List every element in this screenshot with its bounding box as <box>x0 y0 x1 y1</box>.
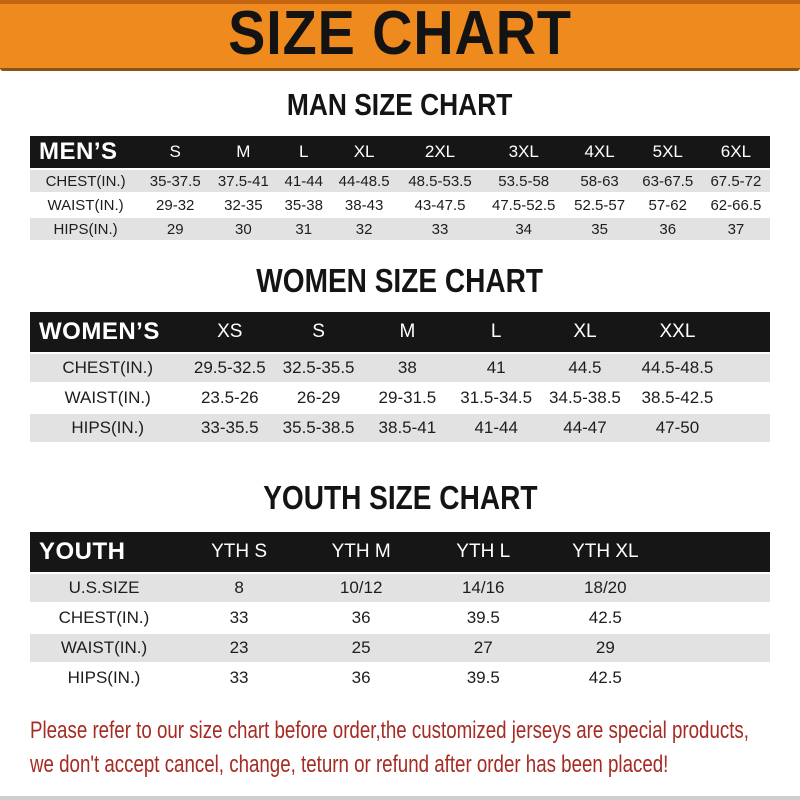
size-value-cell: 8 <box>178 573 300 603</box>
notice-text: Please refer to our size chart before order,the customized jerseys are special products, <box>30 716 750 744</box>
size-value-cell: 37 <box>702 217 770 241</box>
filler-cell <box>666 663 770 693</box>
table-header-label: WOMEN’S <box>30 312 185 353</box>
filler-header-cell <box>726 312 770 353</box>
table-header-label: YOUTH <box>30 532 178 573</box>
row-label: HIPS(IN.) <box>30 217 141 241</box>
size-value-cell: 44.5 <box>541 353 630 383</box>
row-label: HIPS(IN.) <box>30 663 178 693</box>
youth-size-chart-section <box>0 480 800 693</box>
size-value-cell: 32-35 <box>209 193 277 217</box>
row-label: CHEST(IN.) <box>30 353 185 383</box>
table-row <box>30 633 770 663</box>
filler-cell <box>666 633 770 663</box>
size-value-cell: 38 <box>363 353 452 383</box>
size-value-cell: 29-31.5 <box>363 383 452 413</box>
size-value-cell: 31 <box>277 217 330 241</box>
size-value-cell: 33-35.5 <box>185 413 274 443</box>
size-value-cell: 62-66.5 <box>702 193 770 217</box>
size-value-cell: 42.5 <box>544 603 666 633</box>
size-value-cell: 48.5-53.5 <box>398 169 482 193</box>
size-value-cell: 29 <box>544 633 666 663</box>
column-header: S <box>141 136 209 169</box>
order-notice <box>30 715 800 783</box>
row-label: HIPS(IN.) <box>30 413 185 443</box>
table-header-label: MEN’S <box>30 136 141 169</box>
size-value-cell: 35-37.5 <box>141 169 209 193</box>
filler-cell <box>726 353 770 383</box>
women-size-chart-section <box>0 263 800 444</box>
size-value-cell: 44.5-48.5 <box>629 353 725 383</box>
size-value-cell: 36 <box>634 217 702 241</box>
size-value-cell: 29.5-32.5 <box>185 353 274 383</box>
column-header: M <box>209 136 277 169</box>
size-value-cell: 63-67.5 <box>634 169 702 193</box>
size-value-cell: 33 <box>178 663 300 693</box>
size-value-cell: 23.5-26 <box>185 383 274 413</box>
heading-text: WOMEN SIZE CHART <box>256 262 544 300</box>
size-value-cell: 38.5-42.5 <box>629 383 725 413</box>
column-header: YTH S <box>178 532 300 573</box>
size-value-cell: 25 <box>300 633 422 663</box>
men-size-table <box>30 136 770 242</box>
size-value-cell: 33 <box>398 217 482 241</box>
size-value-cell: 44-48.5 <box>330 169 398 193</box>
row-label: CHEST(IN.) <box>30 169 141 193</box>
column-header: L <box>452 312 541 353</box>
size-value-cell: 34.5-38.5 <box>541 383 630 413</box>
size-value-cell: 29 <box>141 217 209 241</box>
filler-cell <box>666 573 770 603</box>
column-header: XL <box>330 136 398 169</box>
column-header: YTH L <box>422 532 544 573</box>
size-value-cell: 31.5-34.5 <box>452 383 541 413</box>
size-value-cell: 35 <box>566 217 634 241</box>
row-label: U.S.SIZE <box>30 573 178 603</box>
size-value-cell: 33 <box>178 603 300 633</box>
size-value-cell: 39.5 <box>422 603 544 633</box>
man-size-chart-heading <box>0 88 800 122</box>
youth-size-chart-heading <box>0 480 800 516</box>
filler-cell <box>666 603 770 633</box>
size-value-cell: 32 <box>330 217 398 241</box>
size-value-cell: 41-44 <box>277 169 330 193</box>
heading-text: MAN SIZE CHART <box>287 87 513 122</box>
bottom-edge-strip <box>0 796 800 800</box>
size-value-cell: 44-47 <box>541 413 630 443</box>
filler-header-cell <box>666 532 770 573</box>
size-value-cell: 18/20 <box>544 573 666 603</box>
row-label: WAIST(IN.) <box>30 193 141 217</box>
heading-text: YOUTH SIZE CHART <box>262 479 538 517</box>
row-label: WAIST(IN.) <box>30 633 178 663</box>
size-value-cell: 47-50 <box>629 413 725 443</box>
women-size-table <box>30 312 770 444</box>
table-row <box>30 383 770 413</box>
table-row <box>30 353 770 383</box>
table-row <box>30 217 770 241</box>
filler-cell <box>726 383 770 413</box>
column-header: 2XL <box>398 136 482 169</box>
size-value-cell: 10/12 <box>300 573 422 603</box>
size-value-cell: 35-38 <box>277 193 330 217</box>
size-value-cell: 53.5-58 <box>482 169 566 193</box>
size-value-cell: 43-47.5 <box>398 193 482 217</box>
size-value-cell: 39.5 <box>422 663 544 693</box>
size-value-cell: 27 <box>422 633 544 663</box>
size-value-cell: 36 <box>300 603 422 633</box>
size-chart-banner <box>0 0 800 71</box>
size-value-cell: 23 <box>178 633 300 663</box>
size-value-cell: 47.5-52.5 <box>482 193 566 217</box>
column-header: 5XL <box>634 136 702 169</box>
size-value-cell: 67.5-72 <box>702 169 770 193</box>
column-header: 6XL <box>702 136 770 169</box>
column-header: YTH M <box>300 532 422 573</box>
size-value-cell: 32.5-35.5 <box>274 353 363 383</box>
youth-size-table <box>30 532 770 694</box>
notice-text: we don't accept cancel, change, teturn or refund after order has been placed! <box>30 750 669 778</box>
size-value-cell: 26-29 <box>274 383 363 413</box>
size-value-cell: 37.5-41 <box>209 169 277 193</box>
size-value-cell: 42.5 <box>544 663 666 693</box>
size-value-cell: 38-43 <box>330 193 398 217</box>
column-header: L <box>277 136 330 169</box>
column-header: S <box>274 312 363 353</box>
size-value-cell: 35.5-38.5 <box>274 413 363 443</box>
table-row <box>30 193 770 217</box>
size-value-cell: 41 <box>452 353 541 383</box>
notice-line-1 <box>30 715 800 749</box>
size-value-cell: 52.5-57 <box>566 193 634 217</box>
column-header: XL <box>541 312 630 353</box>
man-size-chart-section <box>0 88 800 242</box>
table-row <box>30 603 770 633</box>
row-label: WAIST(IN.) <box>30 383 185 413</box>
size-value-cell: 38.5-41 <box>363 413 452 443</box>
size-value-cell: 14/16 <box>422 573 544 603</box>
column-header: M <box>363 312 452 353</box>
row-label: CHEST(IN.) <box>30 603 178 633</box>
size-value-cell: 41-44 <box>452 413 541 443</box>
size-value-cell: 34 <box>482 217 566 241</box>
column-header: 3XL <box>482 136 566 169</box>
table-row <box>30 663 770 693</box>
column-header: XS <box>185 312 274 353</box>
filler-cell <box>726 413 770 443</box>
size-value-cell: 58-63 <box>566 169 634 193</box>
size-value-cell: 36 <box>300 663 422 693</box>
size-value-cell: 30 <box>209 217 277 241</box>
table-row <box>30 169 770 193</box>
notice-line-2 <box>30 749 800 783</box>
column-header: XXL <box>629 312 725 353</box>
column-header: YTH XL <box>544 532 666 573</box>
banner-title: SIZE CHART <box>228 0 572 68</box>
column-header: 4XL <box>566 136 634 169</box>
table-row <box>30 573 770 603</box>
women-size-chart-heading <box>0 263 800 299</box>
table-row <box>30 413 770 443</box>
size-value-cell: 57-62 <box>634 193 702 217</box>
size-value-cell: 29-32 <box>141 193 209 217</box>
